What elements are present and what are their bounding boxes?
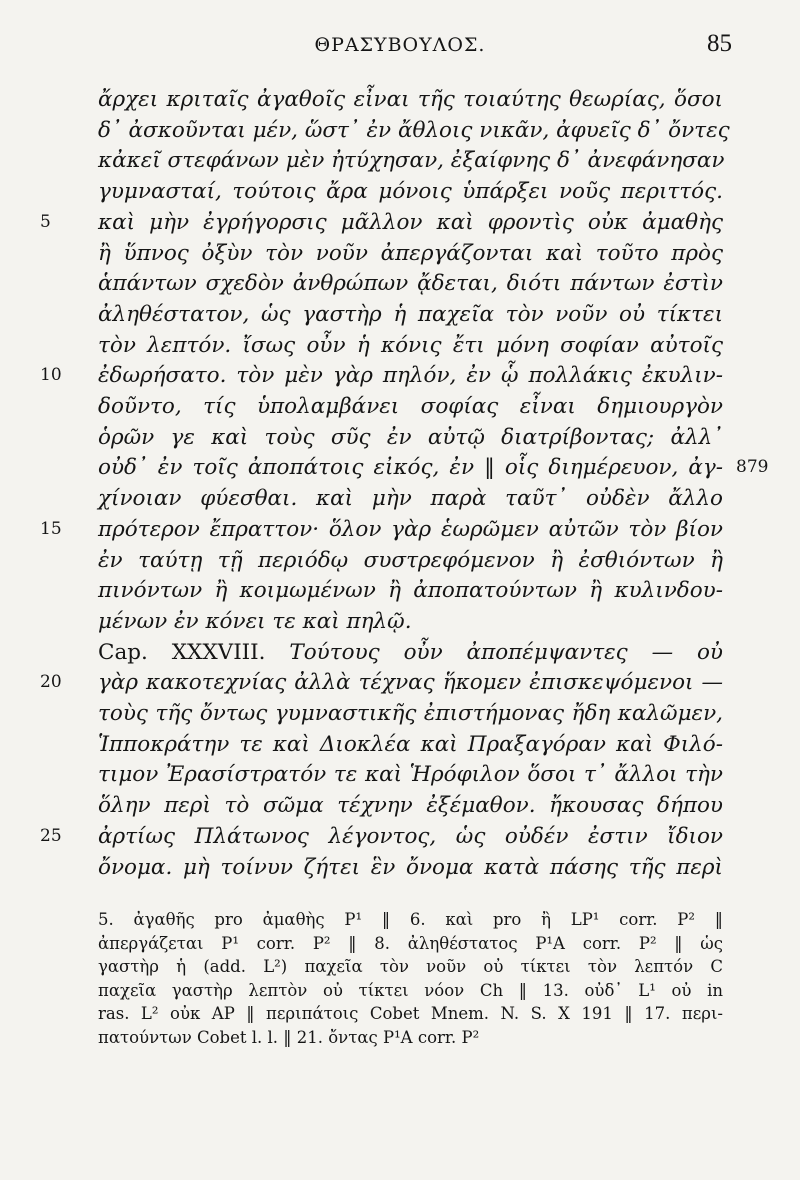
text-line: μένων ἐν κόνει τε καὶ πηλῷ.: [98, 608, 412, 634]
line-number: 15: [40, 518, 62, 539]
critical-apparatus: [98, 908, 723, 1049]
text-line: ἄρχει κριταῖς ἀγαθοῖς εἶναι τῆς τοιαύτης θεωρίας, ὅσοι: [98, 87, 723, 112]
running-title: ΘΡΑΣΥΒΟΥΛΟΣ.: [314, 34, 486, 56]
text-line: πρότερον ἔπραττον· ὅλον γὰρ ἑωρῶμεν αὐτῶν τὸν βίον: [98, 516, 723, 542]
page-number: 85: [707, 30, 732, 57]
footnote-line: πατούντων Cobet l. l. ‖ 21. ὄντας P¹A corr. P²: [98, 1027, 480, 1047]
text-line: δοῦντο, τίς ὑπολαμβάνει σοφίας εἶναι δημιουργὸν: [98, 394, 723, 419]
line-number: 25: [40, 825, 62, 846]
text-line: ὄνομα. μὴ τοίνυν ζήτει ἓν ὄνομα κατὰ πάσης τῆς περὶ: [98, 854, 723, 880]
text-line: χίνοιαν φύεσθαι. καὶ μὴν παρὰ ταῦτ᾽ οὐδὲν ἄλλο: [98, 486, 723, 512]
text-line: τοὺς τῆς ὄντως γυμναστικῆς ἐπιστήμονας ἤδη καλῶμεν,: [98, 701, 723, 726]
text-line: ὅλην περὶ τὸ σῶμα τέχνην ἐξέμαθον. ἤκουσας δήπου: [98, 793, 723, 819]
text-line: ἀληθέστατον, ὡς γαστὴρ ἡ παχεῖα τὸν νοῦν οὐ τίκτει: [98, 301, 723, 327]
text-line: [98, 638, 723, 667]
text-line: Ἱπποκράτην τε καὶ Διοκλέα καὶ Πραξαγόραν καὶ Φιλό-: [98, 731, 723, 757]
footnote-line: γαστὴρ ἡ (add. L²) παχεῖα τὸν νοῦν οὐ τίκτει τὸν λεπτόν C: [98, 957, 723, 976]
text-line: γὰρ κακοτεχνίας ἀλλὰ τέχνας ἥκομεν ἐπισκεψόμενοι —: [98, 670, 723, 696]
text-line: κἀκεῖ στεφάνων μὲν ἠτύχησαν, ἐξαίφνης δ᾽ ἀνεφάνησαν: [98, 148, 725, 174]
text-line: ἢ ὕπνος ὀξὺν τὸν νοῦν ἀπεργάζονται καὶ τοῦτο πρὸς: [98, 240, 723, 266]
text-line: δ᾽ ἀσκοῦνται μέν, ὥστ᾽ ἐν ἄθλοις νικᾶν, ἀφυεῖς δ᾽ ὄντες: [98, 117, 730, 143]
margin-page-reference: 879: [736, 457, 769, 478]
text-line: τὸν λεπτόν. ἴσως οὖν ἡ κόνις ἔτι μόνη σοφίαν αὐτοῖς: [98, 332, 723, 358]
text-line: ἁπάντων σχεδὸν ἀνθρώπων ᾄδεται, διότι πάντων ἐστὶν: [98, 271, 723, 297]
line-number: 10: [40, 365, 62, 386]
text-line: ἐν ταύτῃ τῇ περιόδῳ συστρεφόμενον ἢ ἐσθιόντων ἢ: [98, 547, 723, 573]
footnote-line: ἀπεργάζεται P¹ corr. P² ‖ 8. ἀληθέστατος P¹A corr. P² ‖ ὡς: [98, 933, 723, 953]
text-line: οὐδ᾽ ἐν τοῖς ἀποπάτοις εἰκός, ἐν ‖ οἷς διημέρευον, ἀγ-: [98, 455, 723, 481]
text-line: πινόντων ἢ κοιμωμένων ἢ ἀποπατούντων ἢ κυλινδου-: [98, 578, 723, 604]
footnote-line: 5. ἀγαθῆς pro ἀμαθὴς P¹ ‖ 6. καὶ pro ἢ LP¹ corr. P² ‖: [98, 910, 723, 929]
text-line: γυμνασταί, τούτοις ἄρα μόνοις ὑπάρξει νοῦς περιττός.: [98, 179, 723, 205]
text-line: ἐδωρήσατο. τὸν μὲν γὰρ πηλόν, ἐν ᾧ πολλάκις ἐκυλιν-: [98, 363, 723, 389]
text-line: τιμον Ἐρασίστρατόν τε καὶ Ἡρόφιλον ὅσοι τ᾽ ἄλλοι τὴν: [98, 762, 723, 788]
footnote-line: ras. L² οὐκ AP ‖ περιπάτοις Cobet Mnem. N. S. X 191 ‖ 17. περι-: [98, 1004, 723, 1023]
chapter-label: Cap. XXXVIII.: [98, 639, 266, 665]
text-line: ὁρῶν γε καὶ τοὺς σῦς ἐν αὐτῷ διατρίβοντας; ἀλλ᾽: [98, 424, 723, 450]
text-line: ἀρτίως Πλάτωνος λέγοντος, ὡς οὐδέν ἐστιν ἴδιον: [98, 823, 723, 849]
line-number: 20: [40, 672, 62, 693]
line-number: 5: [40, 211, 51, 232]
footnote-line: παχεῖα γαστὴρ λεπτὸν οὐ τίκτει νόον Ch ‖ 13. οὐδ᾽ L¹ οὐ in: [98, 980, 723, 1000]
chapter-opening-text: Τούτους οὖν ἀποπέμψαντες — οὐ: [265, 639, 723, 665]
text-line: καὶ μὴν ἐγρήγορσις μᾶλλον καὶ φροντὶς οὐκ ἀμαθὴς: [98, 209, 723, 235]
